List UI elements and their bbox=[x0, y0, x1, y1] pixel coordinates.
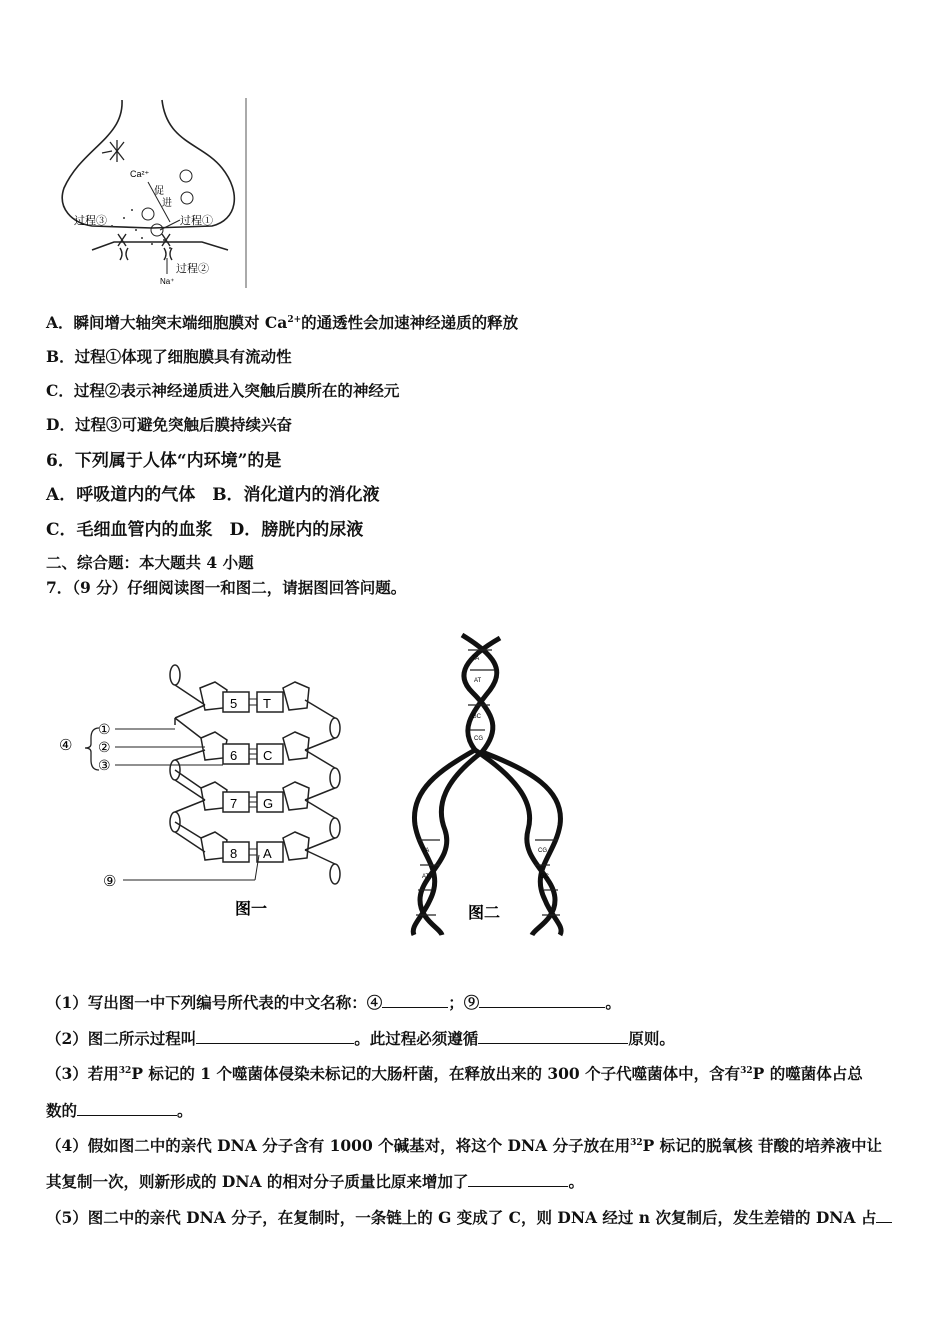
q5-option-d: D．过程③可避免突触后膜持续兴奋 bbox=[46, 415, 292, 434]
q7-part3-text-e: 。 bbox=[177, 1101, 193, 1120]
pair-label-2: AT bbox=[474, 678, 482, 684]
num-5: 5 bbox=[230, 696, 238, 711]
q5-option-a-sup: 2+ bbox=[287, 314, 302, 325]
num-6: 6 bbox=[230, 748, 238, 763]
label-4-brace bbox=[85, 728, 99, 770]
q7-part2-text-c: 原则。 bbox=[628, 1029, 675, 1048]
q7-part4-line1 bbox=[46, 1134, 882, 1156]
q7-stem: 7．（9 分）仔细阅读图一和图二，请据图回答问题。 bbox=[46, 578, 407, 597]
dna-structure-figure bbox=[55, 660, 355, 925]
dna-replication-figure bbox=[400, 630, 590, 940]
q7-part3-text-d: 数的 bbox=[46, 1101, 78, 1120]
q7-part2-text-a: （2）图二所示过程叫 bbox=[46, 1029, 197, 1048]
q6-options-cd: C．毛细血管内的血浆 D．膀胱内的尿液 bbox=[46, 520, 364, 540]
num-8: 8 bbox=[230, 846, 238, 861]
q7-part2 bbox=[46, 1027, 675, 1049]
num-7: 7 bbox=[230, 796, 238, 811]
hydrogen-bonds bbox=[249, 699, 257, 855]
base-t: T bbox=[263, 696, 271, 711]
right-backbone bbox=[305, 700, 340, 884]
label-2: ② bbox=[98, 739, 111, 755]
q5-option-b: B．过程①体现了细胞膜具有流动性 bbox=[46, 347, 292, 366]
q7-part2-blank-process[interactable] bbox=[196, 1029, 354, 1044]
q7-part4-line2 bbox=[46, 1170, 584, 1192]
q7-part3-text-c: P 的噬菌体占总 bbox=[752, 1064, 863, 1083]
q7-part1-blank-4[interactable] bbox=[382, 993, 448, 1008]
q7-part4-text-d: 。 bbox=[568, 1172, 584, 1191]
q5-option-a-prefix: A．瞬间增大轴突末端细胞膜对 Ca bbox=[46, 313, 288, 332]
q7-part4-text-b: P 标记的脱氧核 苷酸的培养液中让 bbox=[642, 1136, 883, 1155]
q7-part1-text-a: （1）写出图一中下列编号所代表的中文名称：④ bbox=[46, 993, 383, 1012]
q7-part3-sup2: 32 bbox=[740, 1065, 753, 1076]
pair-label-3: GC bbox=[472, 714, 481, 720]
label-9: ⑨ bbox=[103, 873, 117, 890]
process1-label: 过程① bbox=[180, 215, 213, 227]
parent-helix bbox=[462, 635, 500, 752]
section2-heading: 二、综合题：本大题共 4 小题 bbox=[46, 553, 254, 572]
pair-label-4: CG bbox=[474, 736, 483, 742]
na-label: Na⁺ bbox=[160, 277, 175, 286]
q5-option-a-suffix: 的通透性会加速神经递质的释放 bbox=[301, 313, 519, 332]
q5-option-a bbox=[46, 311, 518, 333]
q7-part1-text-b: ；⑨ bbox=[448, 993, 480, 1012]
label-4: ④ bbox=[59, 737, 73, 754]
postsynaptic-membrane bbox=[92, 242, 228, 250]
q6-options-ab: A．呼吸道内的气体 B．消化道内的消化液 bbox=[46, 485, 380, 505]
pair-label-5: TA bbox=[422, 848, 430, 854]
q7-part2-blank-principle[interactable] bbox=[478, 1029, 628, 1044]
base-c: C bbox=[263, 748, 273, 763]
base-boxes bbox=[223, 692, 283, 862]
pair-label-7: CG bbox=[538, 848, 547, 854]
base-a: A bbox=[263, 846, 272, 861]
promote-label-1: 促 bbox=[154, 186, 164, 197]
label-1: ① bbox=[98, 721, 111, 737]
pair-label-6: AT bbox=[422, 874, 430, 880]
base-g: G bbox=[263, 796, 274, 811]
q7-part2-text-b: 。此过程必须遵循 bbox=[354, 1029, 479, 1048]
pair-label-8: GC bbox=[540, 874, 549, 880]
q7-part1-blank-9[interactable] bbox=[479, 993, 605, 1008]
q7-part5 bbox=[46, 1206, 892, 1228]
fig2-caption: 图二 bbox=[468, 905, 501, 922]
fig1-caption: 图一 bbox=[235, 901, 268, 918]
calcium-channel-icon bbox=[102, 140, 124, 162]
q7-part3-text-a: （3）若用 bbox=[46, 1064, 119, 1083]
q6-stem: 6．下列属于人体“内环境”的是 bbox=[46, 451, 282, 471]
q7-part3-line2 bbox=[46, 1099, 193, 1121]
q7-part1-text-c: 。 bbox=[605, 993, 621, 1012]
pair-label-1: TA bbox=[472, 656, 480, 662]
synapse-figure bbox=[52, 98, 252, 288]
left-backbone bbox=[170, 665, 205, 852]
q7-part5-text-a: （5）图二中的亲代 DNA 分子，在复制时，一条链上的 G 变成了 C，则 DNA 经过 n 次复制后，发生差错的 DNA 占 bbox=[46, 1208, 877, 1227]
axon-terminal-outline bbox=[62, 100, 234, 228]
q7-part5-blank[interactable] bbox=[876, 1208, 892, 1223]
q7-part4-text-a: （4）假如图二中的亲代 DNA 分子含有 1000 个碱基对，将这个 DNA 分子放在用 bbox=[46, 1136, 631, 1155]
q7-part4-text-c: 其复制一次，则新形成的 DNA 的相对分子质量比原来增加了 bbox=[46, 1172, 469, 1191]
q7-part3-sup1: 32 bbox=[118, 1065, 132, 1076]
ca-label: Ca²⁺ bbox=[130, 169, 150, 179]
receptor-channels bbox=[118, 234, 172, 260]
q5-option-c: C．过程②表示神经递质进入突触后膜所在的神经元 bbox=[46, 381, 400, 400]
q7-part3-line1 bbox=[46, 1062, 863, 1084]
process3-label: 过程③ bbox=[74, 215, 107, 227]
q7-part4-blank[interactable] bbox=[468, 1172, 568, 1187]
process2-label: 过程② bbox=[176, 263, 209, 275]
label-3: ③ bbox=[98, 757, 111, 773]
q7-part4-sup: 32 bbox=[630, 1137, 643, 1148]
q7-part3-blank[interactable] bbox=[77, 1101, 177, 1116]
promote-label-2: 进 bbox=[162, 198, 172, 209]
q7-part3-text-b: P 标记的 1 个噬菌体侵染未标记的大肠杆菌，在释放出来的 300 个子代噬菌体中，含有 bbox=[131, 1064, 741, 1083]
q7-part1 bbox=[46, 991, 621, 1013]
